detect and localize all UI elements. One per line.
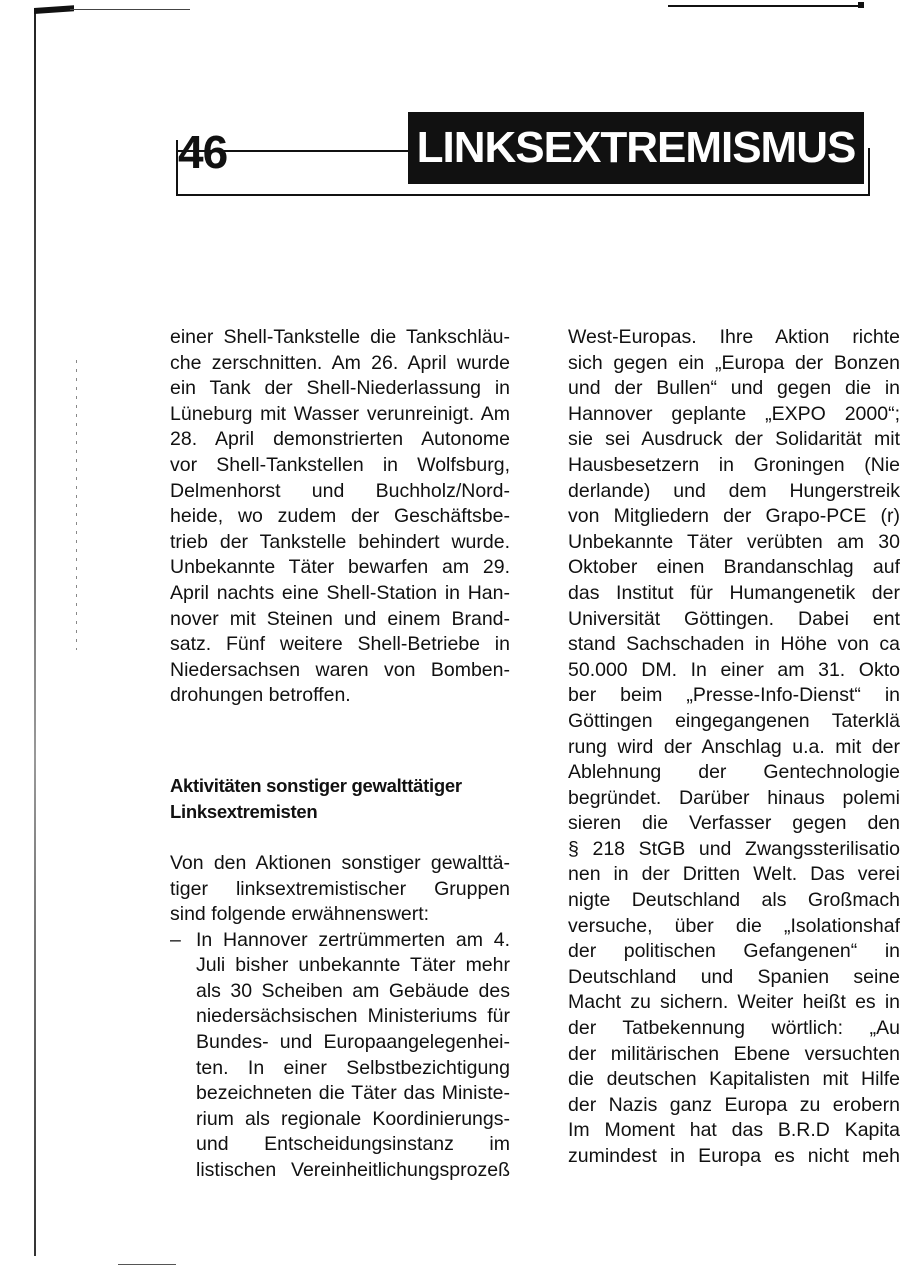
text-line: begründet. Darüber hinaus polemi <box>568 786 900 809</box>
text-line: nen in der Dritten Welt. Das verei <box>568 863 900 886</box>
text-line: bezeichneten die Täter das Ministe- <box>196 1082 510 1105</box>
text-line: und der Bullen“ und gegen die in <box>568 377 900 400</box>
text-line: Unbekannte Täter bewarfen am 29. <box>170 556 510 579</box>
text-line: Ablehnung der Gentechnologie <box>568 761 900 784</box>
list-bullet: – <box>170 928 181 951</box>
paragraph-shell-actions <box>170 325 510 709</box>
text-line: rium als regionale Koordinierungs- <box>196 1107 510 1130</box>
text-line: Bundes- und Europaangelegenhei- <box>196 1031 510 1054</box>
text-line: nigte Deutschland als Großmach <box>568 889 900 912</box>
text-line: sind folgende erwähnenswert: <box>170 903 430 926</box>
text-line: versuche, über die „Isolationshaf <box>568 914 900 937</box>
spacer <box>170 709 510 773</box>
text-line: Unbekannte Täter verübten am 30 <box>568 530 900 553</box>
text-line: Oktober einen Brandanschlag auf <box>568 556 900 579</box>
text-line: rung wird der Anschlag u.a. mit der <box>568 735 900 758</box>
paragraph-intro <box>170 851 510 928</box>
scan-top-line <box>70 9 190 10</box>
text-line: stand Sachschaden in Höhe von ca <box>568 633 900 656</box>
text-line: tiger linksextremistischer Gruppen <box>170 877 510 900</box>
subheading-line: Linksextremisten <box>170 800 318 822</box>
text-line: listischen Vereinheitlichungsprozeß <box>196 1159 510 1182</box>
text-line: sie sei Ausdruck der Solidarität mit <box>568 428 900 451</box>
text-line: niedersächsischen Ministeriums für <box>196 1005 510 1028</box>
text-line: Macht zu sichern. Weiter heißt es in <box>568 991 900 1014</box>
text-line: als 30 Scheiben am Gebäude des <box>196 979 510 1002</box>
text-line: ten. In einer Selbstbezichtigung <box>196 1056 510 1079</box>
text-line: Delmenhorst und Buchholz/Nord- <box>170 479 510 502</box>
text-line: West-Europas. Ihre Aktion richte <box>568 326 900 348</box>
subheading <box>170 773 510 825</box>
scan-top-line-right <box>668 5 864 7</box>
text-line: Hannover geplante „EXPO 2000“; <box>568 402 900 425</box>
text-line: einer Shell-Tankstelle die Tankschläu- <box>170 326 510 348</box>
section-title: LINKSEXTREMISMUS <box>408 112 864 184</box>
text-line: Von den Aktionen sonstiger gewalttä- <box>170 851 510 874</box>
text-line: § 218 StGB und Zwangssterilisatio <box>568 837 900 860</box>
text-line: derlande) und dem Hungerstreik <box>568 479 900 502</box>
text-line: die deutschen Kapitalisten mit Hilfe <box>568 1068 900 1091</box>
text-line: der politischen Gefangenen“ in <box>568 940 900 963</box>
text-line: sieren die Verfasser gegen den <box>568 812 900 835</box>
text-line: trieb der Tankstelle behindert wurde. <box>170 530 510 553</box>
text-line: sich gegen ein „Europa der Bonzen <box>568 351 900 374</box>
text-line: ein Tank der Shell-Niederlassung in <box>170 377 510 400</box>
text-line: heide, wo zudem der Geschäftsbe- <box>170 505 510 528</box>
text-line: 50.000 DM. In einer am 31. Okto <box>568 658 900 681</box>
text-line: von Mitgliedern der Grapo-PCE (r) <box>568 505 900 528</box>
scan-left-edge <box>34 8 36 1256</box>
scan-bottom-line <box>118 1264 176 1265</box>
scan-top-mark <box>858 2 864 8</box>
page-header <box>170 112 875 200</box>
text-line: das Institut für Humangenetik der <box>568 581 900 604</box>
text-line: vor Shell-Tankstellen in Wolfsburg, <box>170 453 510 476</box>
text-line: Göttingen eingegangenen Taterklä <box>568 709 900 732</box>
text-line: drohungen betroffen. <box>170 684 351 707</box>
text-line: der Tatbekennung wörtlich: „Au <box>568 1017 900 1040</box>
text-line: Deutschland und Spanien seine <box>568 965 900 988</box>
text-line: ber beim „Presse-Info-Dienst“ in <box>568 684 900 707</box>
scan-dots <box>76 360 77 650</box>
text-line: April nachts eine Shell-Station in Han- <box>170 581 510 604</box>
subheading-line: Aktivitäten sonstiger gewalttätiger <box>170 774 462 796</box>
list-item <box>170 928 510 1184</box>
text-line: und Entscheidungsinstanz im <box>196 1133 510 1156</box>
text-line: In Hannover zertrümmerten am 4. <box>196 928 510 951</box>
right-column <box>568 325 900 1175</box>
scan-corner-mark <box>34 5 74 14</box>
text-line: 28. April demonstrierten Autonome <box>170 428 510 451</box>
text-line: der Nazis ganz Europa zu erobern <box>568 1093 900 1116</box>
spacer <box>170 825 510 851</box>
left-column <box>170 325 510 1184</box>
text-line: Im Moment hat das B.R.D Kapita <box>568 1119 900 1142</box>
text-line: der militärischen Ebene versuchten <box>568 1042 900 1065</box>
text-line: zumindest in Europa es nicht meh <box>568 1145 900 1167</box>
text-line: nover mit Steinen und einem Brand- <box>170 607 510 630</box>
text-line: satz. Fünf weitere Shell-Betriebe in <box>170 633 510 656</box>
header-bottom-rule <box>176 194 870 196</box>
text-line: Lüneburg mit Wasser verunreinigt. Am <box>170 402 510 425</box>
page-number: 46 <box>178 126 228 178</box>
text-line: Juli bisher unbekannte Täter mehr <box>196 954 510 977</box>
text-line: Universität Göttingen. Dabei ent <box>568 607 900 630</box>
header-right-tick <box>868 148 870 196</box>
text-line: Hausbesetzern in Groningen (Nie <box>568 453 900 476</box>
text-line: Niedersachsen waren von Bomben- <box>170 658 510 681</box>
text-line: che zerschnitten. Am 26. April wurde <box>170 351 510 374</box>
